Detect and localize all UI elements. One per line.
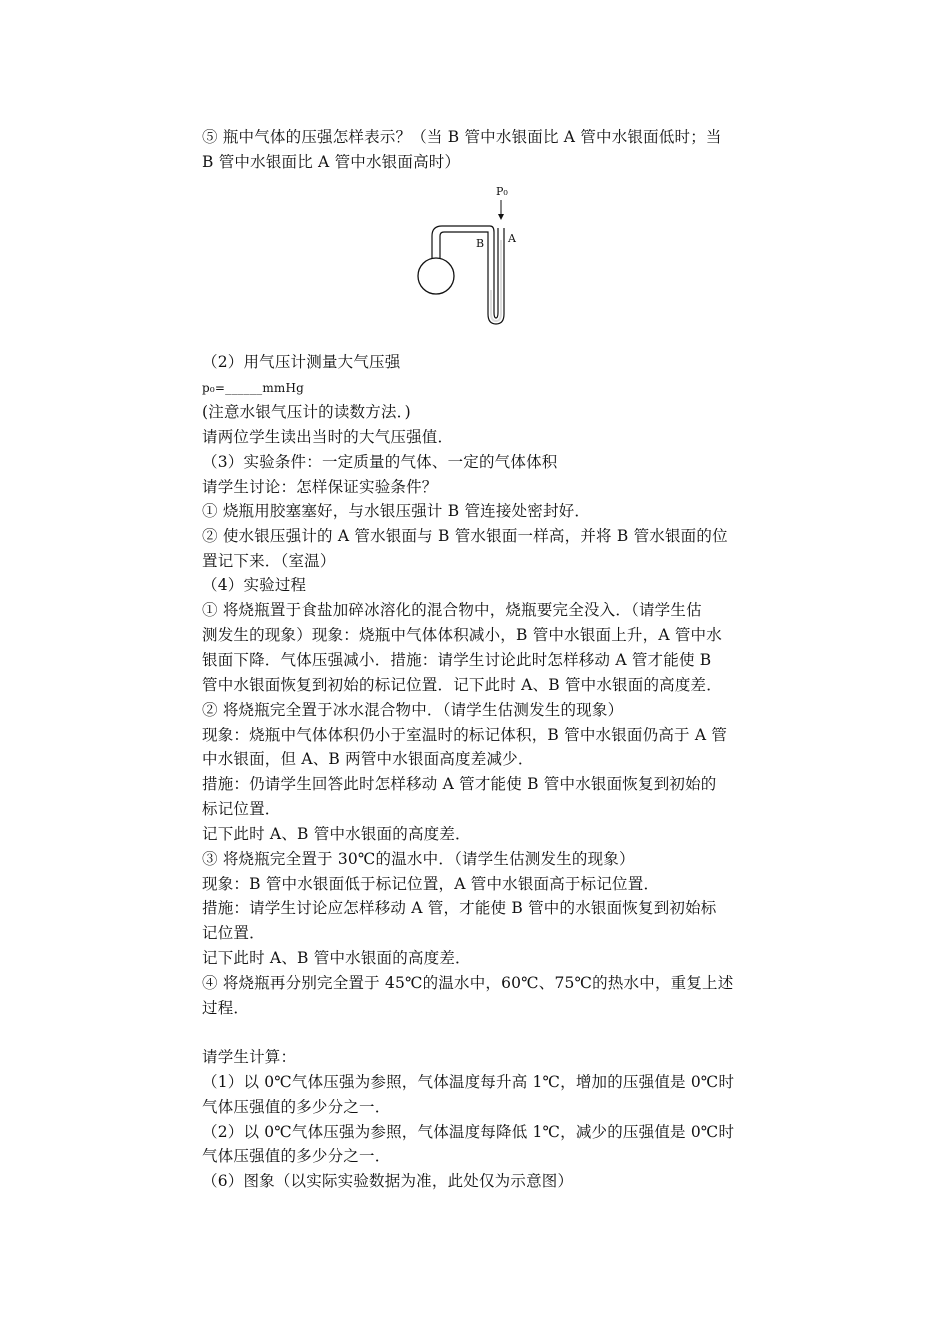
text-line: ② 将烧瓶完全置于冰水混合物中．（请学生估测发生的现象） — [202, 701, 624, 719]
text-line: 措施：仍请学生回答此时怎样移动 A 管才能使 B 管中水银面恢复到初始的 — [202, 775, 717, 793]
text-line: 记下此时 A、B 管中水银面的高度差． — [202, 949, 471, 967]
text-line: （3）实验条件：一定质量的气体、一定的气体体积 — [202, 453, 558, 471]
text-line: （1）以 0℃气体压强为参照，气体温度每升高 1℃，增加的压强值是 0℃时 — [202, 1073, 735, 1091]
text-line: 置记下来．（室温） — [202, 552, 336, 570]
label-p0: P₀ — [496, 185, 508, 198]
text-line: 请学生讨论：怎样保证实验条件？ — [202, 478, 438, 496]
text-line: B 管中水银面比 A 管中水银面高时） — [202, 153, 461, 171]
text-line: ④ 将烧瓶再分别完全置于 45℃的温水中，60℃、75℃的热水中，重复上述 — [202, 974, 734, 992]
text-line: 气体压强值的多少分之一． — [202, 1098, 391, 1116]
flask-bulb — [418, 258, 454, 294]
text-line: 测发生的现象）现象：烧瓶中气体体积减小，B 管中水银面上升，A 管中水 — [202, 626, 722, 644]
text-line: 过程． — [202, 999, 250, 1017]
text-line: 请学生计算： — [202, 1048, 297, 1066]
p0-blank-line: p₀=______mmHg — [202, 381, 305, 395]
text-line: （2）用气压计测量大气压强 — [202, 353, 401, 371]
text-line: 措施：请学生讨论应怎样移动 A 管，才能使 B 管中的水银面恢复到初始标 — [202, 899, 717, 917]
text-line: 记下此时 A、B 管中水银面的高度差． — [202, 825, 471, 843]
label-a: A — [508, 232, 516, 245]
text-line: 标记位置． — [202, 800, 281, 818]
text-line: （2）以 0℃气体压强为参照，气体温度每降低 1℃，减少的压强值是 0℃时 — [202, 1123, 735, 1141]
text-line: ② 使水银压强计的 A 管水银面与 B 管水银面一样高，并将 B 管水银面的位 — [202, 527, 728, 545]
text-line: （4）实验过程 — [202, 576, 307, 594]
apparatus-diagram — [410, 180, 550, 330]
text-line: ⑤ 瓶中气体的压强怎样表示？（当 B 管中水银面比 A 管中水银面低时；当 — [202, 128, 722, 146]
text-line: 银面下降．气体压强减小．措施：请学生讨论此时怎样移动 A 管才能使 B — [202, 651, 712, 669]
text-line: ③ 将烧瓶完全置于 30℃的温水中．（请学生估测发生的现象） — [202, 850, 635, 868]
text-line: 记位置． — [202, 924, 265, 942]
text-line: (注意水银气压计的读数方法．) — [202, 403, 411, 421]
text-line: ① 烧瓶用胶塞塞好，与水银压强计 B 管连接处密封好． — [202, 502, 591, 520]
mercury-column — [490, 240, 502, 322]
text-line: 中水银面，但 A、B 两管中水银面高度差减少． — [202, 750, 534, 768]
text-line: 现象：烧瓶中气体体积仍小于室温时的标记体积，B 管中水银面仍高于 A 管 — [202, 726, 728, 744]
text-line: ① 将烧瓶置于食盐加碎冰溶化的混合物中，烧瓶要完全没入．（请学生估 — [202, 601, 702, 619]
text-line: 请两位学生读出当时的大气压强值． — [202, 428, 454, 446]
label-b: B — [476, 237, 485, 250]
text-line: （6）图象（以实际实验数据为准，此处仅为示意图） — [202, 1172, 574, 1190]
connecting-tube — [432, 226, 494, 298]
text-line: 管中水银面恢复到初始的标记位置．记下此时 A、B 管中水银面的高度差． — [202, 676, 722, 694]
text-line: 现象：B 管中水银面低于标记位置，A 管中水银面高于标记位置． — [202, 875, 660, 893]
text-line: 气体压强值的多少分之一． — [202, 1147, 391, 1165]
